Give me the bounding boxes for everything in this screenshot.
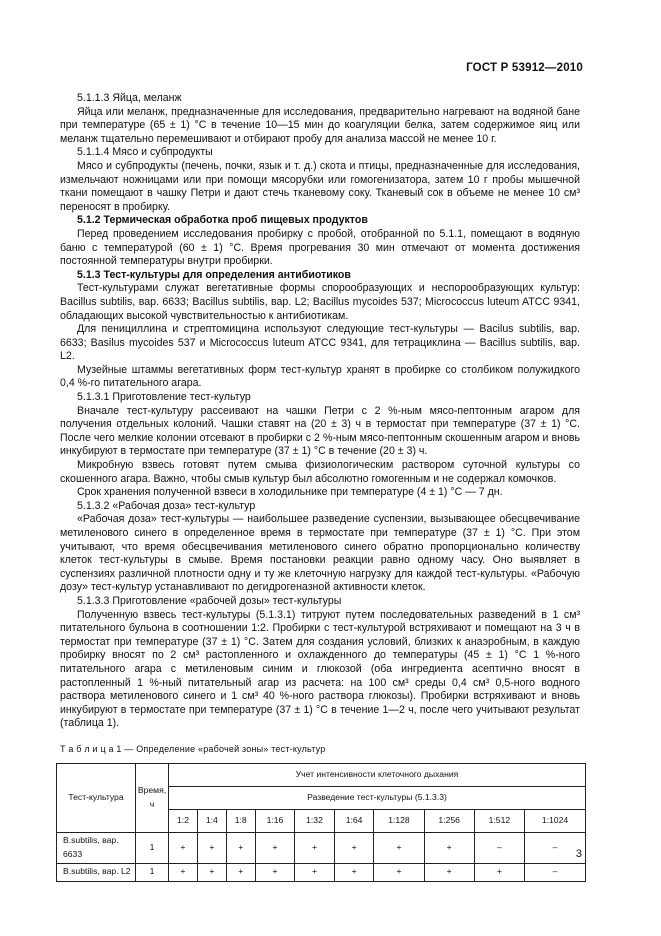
dilution-table bbox=[56, 763, 586, 882]
dilution-header: 1:512 bbox=[474, 809, 524, 832]
paragraph: Для пенициллина и стрептомицина используют следующие тест-культуры — Bacilus subtilis, вар. 6633; Basilus mycoides 537 и Micrococcus luteum ATCC 9341, для тетрациклина — Bacillus subtilis, вар. L2. bbox=[60, 323, 580, 363]
result-cell: + bbox=[424, 832, 474, 863]
paragraph: Срок хранения полученной взвеси в холодильнике при температуре (4 ± 1) °С — 7 дн. bbox=[77, 486, 503, 499]
paragraph: Полученную взвесь тест-культуры (5.1.3.1) титруют путем последовательных разведений в 1 см³ питательного бульона в соотношении 1:2. Пробирки с тест-культурой встряхивают и помещают на 3 ч в термостат при температуре (37 ± 1) °С. Затем для создания условий, близких к анаэробным, в каждую пробирку вносят по 2 см³ растопленного и охлажденного до температуры (45 ± 1) °С 1 %-ного питательного агара с метиленовым синим и глюкозой (оба ингредиента асептично вносят в растопленный 1 %-ный питательный агар из расчета: на 100 см³ среды 0,4 см³ 0,5-ного водного раствора метиленового синего и 1 см³ 40 %-ного раствора глюкозы). Пробирки встряхивают и вновь инкубируют в термостате при температуре (37 ± 1) °С в течение 1—2 ч, после чего учитывают результат (таблица 1). bbox=[60, 608, 580, 730]
document-body bbox=[60, 92, 580, 882]
result-cell: + bbox=[295, 863, 335, 881]
result-cell: – bbox=[474, 832, 524, 863]
result-cell: + bbox=[255, 863, 295, 881]
paragraph: «Рабочая доза» тест-культуры — наибольшее разведение суспензии, вызывающее обесцвечивание метиленового синего в определенное время в термостате при температуре (37 ± 1) °С. При этом учитывают, что время обесцвечивания метиленового синего обратно пропорционально количеству клеток тест-культуры в смыве. Время постановки реакции равно одному часу. Оно выявляет в суспензиях различной плотности одну и ту же клеточную нагрузку для каждой тест-культуры. «Рабочую дозу» тест-культур устанавливают по дегидрогеназной активности клеток. bbox=[60, 513, 580, 594]
result-cell: + bbox=[169, 863, 198, 881]
result-cell: + bbox=[374, 832, 424, 863]
page-header: ГОСТ Р 53912—2010 bbox=[466, 62, 583, 74]
result-cell: + bbox=[474, 863, 524, 881]
paragraph: Вначале тест-культуру рассеивают на чашки Петри с 2 %-ным мясо-пептонным агаром для получения отдельных колоний. Чашки ставят на (20 ± 3) ч в термостат при температуре (37 ± 1) °С. После чего мелкие колонии отсевают в пробирки с 2 %-ным мясо-пептонным скошенным агаром и вновь инкубируют в термостате при температуре (37 ± 1) °С в течение (20 ± 3) ч. bbox=[60, 404, 580, 458]
paragraph: Яйца или меланж, предназначенные для исследования, предварительно нагревают на водяной бане при температуре (65 ± 1) °С в течение 10—15 мин до коагуляции белка, затем содержимое яиц или меланж тщательно перемешивают и отбирают пробу для анализа массой не менее 10 г. bbox=[60, 105, 580, 145]
dilution-header: 1:2 bbox=[169, 809, 198, 832]
dilution-header: 1:32 bbox=[295, 809, 335, 832]
result-cell: – bbox=[525, 863, 586, 881]
time-cell: 1 bbox=[136, 863, 169, 881]
section-heading: 5.1.2 Термическая обработка проб пищевых продуктов bbox=[77, 214, 368, 227]
section-title: 5.1.1.4 Мясо и субпродукты bbox=[77, 146, 213, 159]
result-cell: + bbox=[334, 832, 374, 863]
section-title: 5.1.1.3 Яйца, меланж bbox=[77, 92, 182, 104]
dilution-header: 1:8 bbox=[226, 809, 255, 832]
col-header-time: Время, ч bbox=[136, 763, 169, 832]
result-cell: + bbox=[334, 863, 374, 881]
group-header: Учет интенсивности клеточного дыхания bbox=[169, 763, 586, 786]
table-row bbox=[57, 832, 586, 863]
section-heading: 5.1.3 Тест-культуры для определения антибиотиков bbox=[77, 268, 351, 281]
sub-header: Разведение тест-культуры (5.1.3.3) bbox=[169, 786, 586, 809]
paragraph: Музейные штаммы вегетативных форм тест-культур хранят в пробирке со столбиком полужидкого 0,4 %-го питательного агара. bbox=[60, 363, 580, 390]
paragraph: Тест-культурами служат вегетативные формы спорообразующих и неспорообразующих культур: Bacillus subtilis, вар. 6633; Bacillus subtilis, вар. L2; Bacillus mycoides 537; Micrococcus luteum ATCC 9341, обладающих высокой чувствительностью к антибиотикам. bbox=[60, 282, 580, 322]
result-cell: + bbox=[295, 832, 335, 863]
result-cell: – bbox=[525, 832, 586, 863]
dilution-header: 1:128 bbox=[374, 809, 424, 832]
result-cell: + bbox=[374, 863, 424, 881]
time-cell: 1 bbox=[136, 832, 169, 863]
result-cell: + bbox=[424, 863, 474, 881]
dilution-header: 1:64 bbox=[334, 809, 374, 832]
result-cell: + bbox=[226, 832, 255, 863]
paragraph: Мясо и субпродукты (печень, почки, язык и т. д.) скота и птицы, предназначенные для исследования, измельчают ножницами или при помощи мясорубки или гомогенизатора, затем 10 г пробы мышечной ткани помещают в чашку Петри и дают стечь тканевому соку. Тканевый сок в объеме не менее 10 см³ переносят в пробирку. bbox=[60, 159, 580, 213]
result-cell: + bbox=[197, 832, 226, 863]
result-cell: + bbox=[255, 832, 295, 863]
result-cell: + bbox=[197, 863, 226, 881]
dilution-header: 1:256 bbox=[424, 809, 474, 832]
culture-name: B.subtilis, вар. L2 bbox=[57, 863, 136, 881]
section-title: 5.1.3.2 «Рабочая доза» тест-культур bbox=[77, 499, 256, 512]
table-caption: Т а б л и ц а 1 — Определение «рабочей зоны» тест-культур bbox=[60, 743, 326, 754]
col-header-culture: Тест-культура bbox=[57, 763, 136, 832]
culture-name: B.subtilis, вар. 6633 bbox=[57, 832, 136, 863]
dilution-header: 1:1024 bbox=[525, 809, 586, 832]
result-cell: + bbox=[169, 832, 198, 863]
table-row bbox=[57, 863, 586, 881]
result-cell: + bbox=[226, 863, 255, 881]
dilution-header: 1:4 bbox=[197, 809, 226, 832]
paragraph: Перед проведением исследования пробирку с пробой, отобранной по 5.1.1, помещают в водяную баню с температурой (60 ± 1) °С. Время прогревания 30 мин отмечают от момента достижения постоянной температуры внутри пробирки. bbox=[60, 227, 580, 268]
section-title: 5.1.3.1 Приготовление тест-культур bbox=[77, 391, 251, 404]
section-title: 5.1.3.3 Приготовление «рабочей дозы» тест-культуры bbox=[77, 594, 342, 607]
page-number: 3 bbox=[575, 848, 582, 860]
dilution-header: 1:16 bbox=[255, 809, 295, 832]
paragraph: Микробную взвесь готовят путем смыва физиологическим раствором суточной культуры со скошенного агара. Важно, чтобы смыв культур был абсолютно гомогенным и не содержал комочков. bbox=[60, 459, 580, 485]
